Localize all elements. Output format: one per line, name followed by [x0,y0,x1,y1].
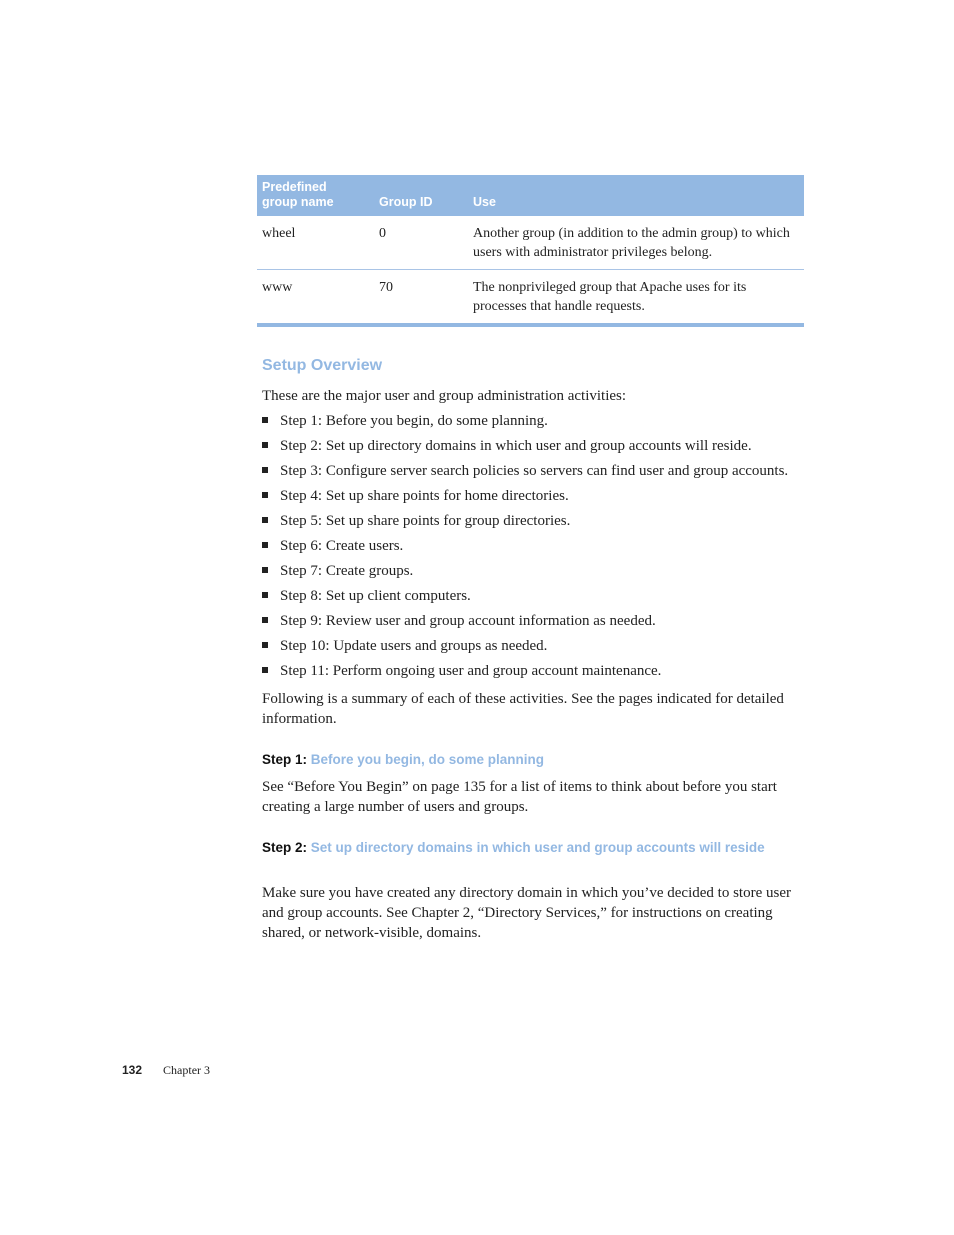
step2-lead: Step 2: [262,840,308,855]
list-item [262,535,788,560]
table-row [257,216,804,270]
cell-group-id: 70 [374,270,468,326]
table-row [257,270,804,326]
bullet-icon [262,617,268,623]
step2-body: Make sure you have created any directory domain in which you’ve decided to store user and group accounts. See Chapter 2, “Directory Services,” for instructions on creating shared, or network-visible, domains. [262,885,791,941]
list-item [262,485,788,510]
steps-list [262,410,788,685]
list-item-text: Step 1: Before you begin, do some planning. [280,413,548,429]
list-item-text: Step 4: Set up share points for home directories. [280,488,569,504]
bullet-icon [262,467,268,473]
header-group-name-line1: Predefined [262,180,327,194]
step2-title: Set up directory domains in which user and group accounts will reside [310,840,765,855]
cell-group-id: 0 [374,216,468,270]
bullet-icon [262,442,268,448]
list-item [262,635,788,660]
list-item-text: Step 10: Update users and groups as needed. [280,638,548,654]
section-title: Setup Overview [262,357,383,374]
list-item [262,435,788,460]
cell-group-name: www [257,270,374,326]
section-intro: These are the major user and group administration activities: [262,388,627,404]
step1-lead: Step 1: [262,752,308,767]
page-footer [122,1063,210,1078]
list-item [262,660,788,685]
bullet-icon [262,567,268,573]
bullet-icon [262,542,268,548]
bullet-icon [262,417,268,423]
header-group-id: Group ID [374,175,468,216]
step2-heading [262,839,802,857]
list-item-text: Step 7: Create groups. [280,563,414,579]
cell-use: Another group (in addition to the admin group) to which users with administrator privileges belong. [468,216,804,270]
step1-body: See “Before You Begin” on page 135 for a list of items to think about before you start creating a large number of users and groups. [262,779,777,815]
header-use: Use [468,175,804,216]
table-header-row [257,175,804,216]
step1-heading [262,751,802,769]
bullet-icon [262,492,268,498]
predefined-groups-table [257,175,804,327]
bullet-icon [262,667,268,673]
section-summary: Following is a summary of each of these activities. See the pages indicated for detailed information. [262,691,784,727]
list-item-text: Step 3: Configure server search policies so servers can find user and group accounts. [280,463,789,479]
list-item-text: Step 5: Set up share points for group directories. [280,513,571,529]
list-item [262,585,788,610]
list-item [262,610,788,635]
cell-use: The nonprivileged group that Apache uses for its processes that handle requests. [468,270,804,326]
bullet-icon [262,592,268,598]
list-item-text: Step 6: Create users. [280,538,404,554]
list-item [262,510,788,535]
chapter-label: Chapter 3 [163,1063,211,1077]
header-group-name-line2: group name [262,195,334,209]
cell-group-name: wheel [257,216,374,270]
list-item-text: Step 2: Set up directory domains in which user and group accounts will reside. [280,438,752,454]
step1-title: Before you begin, do some planning [310,752,545,767]
list-item-text: Step 8: Set up client computers. [280,588,471,604]
list-item [262,560,788,585]
list-item [262,410,788,435]
bullet-icon [262,642,268,648]
header-group-name [257,175,374,216]
list-item [262,460,788,485]
bullet-icon [262,517,268,523]
list-item-text: Step 9: Review user and group account information as needed. [280,613,656,629]
page-number: 132 [122,1063,143,1077]
list-item-text: Step 11: Perform ongoing user and group account maintenance. [280,663,662,679]
